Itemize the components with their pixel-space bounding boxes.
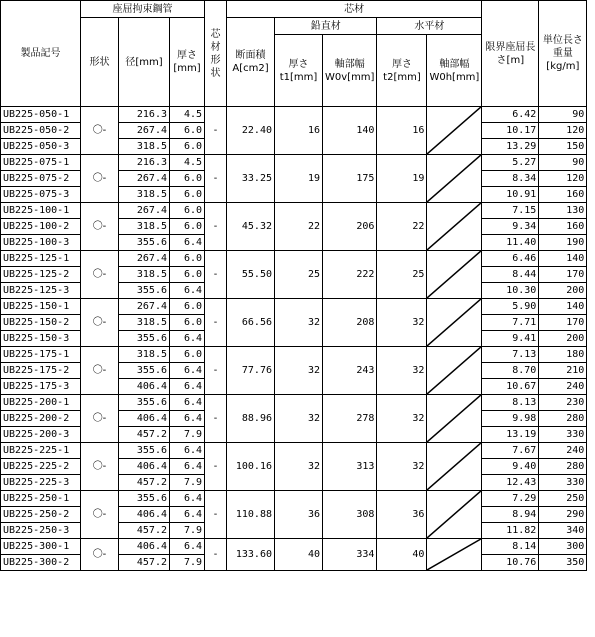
product-code-cell: UB225-300-2 <box>1 555 81 571</box>
limit-length-cell: 7.71 <box>482 315 539 331</box>
core-shape-cell: - <box>205 539 227 571</box>
pipe-thickness-cell: 6.0 <box>170 347 205 363</box>
horizontal-woh-cell <box>427 299 482 347</box>
pipe-thickness-cell: 4.5 <box>170 155 205 171</box>
product-code-cell: UB225-175-3 <box>1 379 81 395</box>
horizontal-t2-cell: 40 <box>377 539 427 571</box>
spec-table-body <box>1 107 587 571</box>
vertical-t1-cell: 19 <box>275 155 323 203</box>
pipe-thickness-cell: 6.4 <box>170 539 205 555</box>
diameter-cell: 216.3 <box>119 155 170 171</box>
diameter-cell: 355.6 <box>119 363 170 379</box>
horizontal-woh-cell <box>427 251 482 299</box>
diameter-cell: 267.4 <box>119 123 170 139</box>
diameter-cell: 457.2 <box>119 427 170 443</box>
pipe-shape-cell: 〇- <box>81 299 119 347</box>
horizontal-t2-cell: 32 <box>377 443 427 491</box>
header-horizontal: 水平材 <box>377 18 482 35</box>
area-cell: 100.16 <box>227 443 275 491</box>
header-pipe-thickness: 厚さ[mm] <box>170 18 205 107</box>
diameter-cell: 267.4 <box>119 203 170 219</box>
unit-weight-cell: 120 <box>539 123 587 139</box>
diagonal-slash-icon <box>427 395 481 442</box>
pipe-thickness-cell: 6.4 <box>170 443 205 459</box>
pipe-thickness-cell: 6.0 <box>170 267 205 283</box>
limit-length-cell: 10.76 <box>482 555 539 571</box>
limit-length-cell: 5.90 <box>482 299 539 315</box>
product-code-cell: UB225-125-3 <box>1 283 81 299</box>
vertical-wov-cell: 140 <box>323 107 377 155</box>
horizontal-woh-cell <box>427 395 482 443</box>
unit-weight-cell: 350 <box>539 555 587 571</box>
header-t2: 厚さt2[mm] <box>377 35 427 107</box>
header-product-code: 製品記号 <box>1 1 81 107</box>
unit-weight-cell: 90 <box>539 155 587 171</box>
product-code-cell: UB225-225-1 <box>1 443 81 459</box>
pipe-shape-cell: 〇- <box>81 251 119 299</box>
product-code-cell: UB225-250-2 <box>1 507 81 523</box>
limit-length-cell: 7.29 <box>482 491 539 507</box>
diagonal-slash-icon <box>427 299 481 346</box>
table-row <box>1 395 587 411</box>
diameter-cell: 406.4 <box>119 539 170 555</box>
pipe-thickness-cell: 7.9 <box>170 523 205 539</box>
unit-weight-cell: 290 <box>539 507 587 523</box>
limit-length-cell: 8.13 <box>482 395 539 411</box>
diameter-cell: 318.5 <box>119 347 170 363</box>
diameter-cell: 457.2 <box>119 555 170 571</box>
pipe-shape-cell: 〇- <box>81 491 119 539</box>
diameter-cell: 318.5 <box>119 267 170 283</box>
unit-weight-cell: 340 <box>539 523 587 539</box>
horizontal-woh-cell <box>427 347 482 395</box>
product-code-cell: UB225-200-2 <box>1 411 81 427</box>
product-code-cell: UB225-225-2 <box>1 459 81 475</box>
pipe-thickness-cell: 6.0 <box>170 219 205 235</box>
product-code-cell: UB225-050-3 <box>1 139 81 155</box>
unit-weight-cell: 240 <box>539 379 587 395</box>
product-code-cell: UB225-150-3 <box>1 331 81 347</box>
pipe-thickness-cell: 6.4 <box>170 411 205 427</box>
unit-weight-cell: 190 <box>539 235 587 251</box>
product-code-cell: UB225-125-1 <box>1 251 81 267</box>
header-wov: 軸部幅W0v[mm] <box>323 35 377 107</box>
unit-weight-cell: 120 <box>539 171 587 187</box>
pipe-thickness-cell: 6.0 <box>170 251 205 267</box>
limit-length-cell: 8.44 <box>482 267 539 283</box>
unit-weight-cell: 160 <box>539 219 587 235</box>
product-code-cell: UB225-075-1 <box>1 155 81 171</box>
vertical-t1-cell: 32 <box>275 395 323 443</box>
limit-length-cell: 10.67 <box>482 379 539 395</box>
horizontal-t2-cell: 36 <box>377 491 427 539</box>
diameter-cell: 355.6 <box>119 491 170 507</box>
header-shape: 形状 <box>81 18 119 107</box>
product-code-cell: UB225-075-3 <box>1 187 81 203</box>
core-shape-cell: - <box>205 443 227 491</box>
area-cell: 33.25 <box>227 155 275 203</box>
horizontal-woh-cell <box>427 155 482 203</box>
vertical-t1-cell: 16 <box>275 107 323 155</box>
diagonal-slash-icon <box>427 155 481 202</box>
unit-weight-cell: 280 <box>539 411 587 427</box>
core-shape-cell: - <box>205 155 227 203</box>
vertical-wov-cell: 243 <box>323 347 377 395</box>
pipe-thickness-cell: 7.9 <box>170 475 205 491</box>
pipe-shape-cell: 〇- <box>81 155 119 203</box>
table-row <box>1 539 587 555</box>
limit-length-cell: 8.14 <box>482 539 539 555</box>
pipe-thickness-cell: 4.5 <box>170 107 205 123</box>
limit-length-cell: 7.15 <box>482 203 539 219</box>
area-cell: 22.40 <box>227 107 275 155</box>
horizontal-t2-cell: 16 <box>377 107 427 155</box>
limit-length-cell: 10.30 <box>482 283 539 299</box>
pipe-shape-cell: 〇- <box>81 395 119 443</box>
vertical-t1-cell: 32 <box>275 443 323 491</box>
table-row <box>1 203 587 219</box>
unit-weight-cell: 90 <box>539 107 587 123</box>
pipe-thickness-cell: 6.4 <box>170 395 205 411</box>
vertical-wov-cell: 308 <box>323 491 377 539</box>
vertical-wov-cell: 175 <box>323 155 377 203</box>
diameter-cell: 216.3 <box>119 107 170 123</box>
area-cell: 66.56 <box>227 299 275 347</box>
pipe-thickness-cell: 6.0 <box>170 187 205 203</box>
core-shape-cell: - <box>205 299 227 347</box>
vertical-wov-cell: 208 <box>323 299 377 347</box>
table-row <box>1 491 587 507</box>
product-code-cell: UB225-050-1 <box>1 107 81 123</box>
diameter-cell: 406.4 <box>119 507 170 523</box>
diameter-cell: 355.6 <box>119 235 170 251</box>
core-shape-cell: - <box>205 203 227 251</box>
product-code-cell: UB225-125-2 <box>1 267 81 283</box>
limit-length-cell: 10.91 <box>482 187 539 203</box>
diameter-cell: 406.4 <box>119 459 170 475</box>
pipe-thickness-cell: 6.4 <box>170 235 205 251</box>
unit-weight-cell: 230 <box>539 395 587 411</box>
vertical-t1-cell: 32 <box>275 347 323 395</box>
unit-weight-cell: 140 <box>539 299 587 315</box>
core-shape-cell: - <box>205 251 227 299</box>
area-cell: 110.88 <box>227 491 275 539</box>
unit-weight-cell: 330 <box>539 427 587 443</box>
header-area: 断面積A[cm2] <box>227 18 275 107</box>
horizontal-t2-cell: 32 <box>377 395 427 443</box>
vertical-t1-cell: 32 <box>275 299 323 347</box>
limit-length-cell: 8.34 <box>482 171 539 187</box>
unit-weight-cell: 200 <box>539 283 587 299</box>
pipe-thickness-cell: 6.4 <box>170 363 205 379</box>
limit-length-cell: 9.34 <box>482 219 539 235</box>
pipe-thickness-cell: 6.4 <box>170 491 205 507</box>
diameter-cell: 318.5 <box>119 315 170 331</box>
diameter-cell: 457.2 <box>119 475 170 491</box>
diameter-cell: 318.5 <box>119 187 170 203</box>
limit-length-cell: 9.41 <box>482 331 539 347</box>
diagonal-slash-icon <box>427 347 481 394</box>
vertical-t1-cell: 40 <box>275 539 323 571</box>
diagonal-slash-icon <box>427 203 481 250</box>
pipe-shape-cell: 〇- <box>81 443 119 491</box>
horizontal-woh-cell <box>427 491 482 539</box>
pipe-thickness-cell: 6.0 <box>170 171 205 187</box>
vertical-t1-cell: 22 <box>275 203 323 251</box>
product-code-cell: UB225-200-1 <box>1 395 81 411</box>
limit-length-cell: 11.82 <box>482 523 539 539</box>
table-row <box>1 347 587 363</box>
diameter-cell: 406.4 <box>119 411 170 427</box>
product-code-cell: UB225-100-1 <box>1 203 81 219</box>
pipe-shape-cell: 〇- <box>81 203 119 251</box>
unit-weight-cell: 160 <box>539 187 587 203</box>
table-row <box>1 107 587 123</box>
pipe-thickness-cell: 6.0 <box>170 299 205 315</box>
core-shape-cell: - <box>205 347 227 395</box>
unit-weight-cell: 210 <box>539 363 587 379</box>
product-code-cell: UB225-225-3 <box>1 475 81 491</box>
limit-length-cell: 8.94 <box>482 507 539 523</box>
pipe-thickness-cell: 6.4 <box>170 459 205 475</box>
limit-length-cell: 9.40 <box>482 459 539 475</box>
horizontal-t2-cell: 32 <box>377 299 427 347</box>
product-code-cell: UB225-050-2 <box>1 123 81 139</box>
header-steel-pipe: 座屈拘束鋼管 <box>81 1 205 18</box>
diameter-cell: 267.4 <box>119 299 170 315</box>
product-code-cell: UB225-175-1 <box>1 347 81 363</box>
product-code-cell: UB225-175-2 <box>1 363 81 379</box>
unit-weight-cell: 240 <box>539 443 587 459</box>
diameter-cell: 355.6 <box>119 443 170 459</box>
core-shape-cell: - <box>205 107 227 155</box>
area-cell: 77.76 <box>227 347 275 395</box>
horizontal-woh-cell <box>427 203 482 251</box>
unit-weight-cell: 130 <box>539 203 587 219</box>
pipe-thickness-cell: 6.4 <box>170 379 205 395</box>
header-woh: 軸部幅W0h[mm] <box>427 35 482 107</box>
product-code-cell: UB225-100-3 <box>1 235 81 251</box>
diagonal-slash-icon <box>427 491 481 538</box>
header-diameter: 径[mm] <box>119 18 170 107</box>
table-row <box>1 155 587 171</box>
area-cell: 45.32 <box>227 203 275 251</box>
diameter-cell: 318.5 <box>119 219 170 235</box>
horizontal-woh-cell <box>427 539 482 571</box>
header-core: 芯材 <box>227 1 482 18</box>
vertical-t1-cell: 25 <box>275 251 323 299</box>
pipe-shape-cell: 〇- <box>81 539 119 571</box>
diagonal-slash-icon <box>427 443 481 490</box>
pipe-thickness-cell: 6.0 <box>170 139 205 155</box>
product-code-cell: UB225-250-1 <box>1 491 81 507</box>
pipe-shape-cell: 〇- <box>81 347 119 395</box>
pipe-thickness-cell: 6.4 <box>170 507 205 523</box>
product-code-cell: UB225-150-1 <box>1 299 81 315</box>
unit-weight-cell: 180 <box>539 347 587 363</box>
limit-length-cell: 6.46 <box>482 251 539 267</box>
limit-length-cell: 9.98 <box>482 411 539 427</box>
unit-weight-cell: 250 <box>539 491 587 507</box>
vertical-wov-cell: 222 <box>323 251 377 299</box>
pipe-thickness-cell: 6.0 <box>170 123 205 139</box>
diameter-cell: 355.6 <box>119 283 170 299</box>
diameter-cell: 457.2 <box>119 523 170 539</box>
diagonal-slash-icon <box>427 539 481 570</box>
table-row <box>1 299 587 315</box>
diameter-cell: 267.4 <box>119 171 170 187</box>
pipe-thickness-cell: 6.4 <box>170 331 205 347</box>
vertical-wov-cell: 206 <box>323 203 377 251</box>
product-code-cell: UB225-200-3 <box>1 427 81 443</box>
diameter-cell: 318.5 <box>119 139 170 155</box>
header-limit-length: 限界座屈長さ[m] <box>482 1 539 107</box>
pipe-thickness-cell: 6.4 <box>170 283 205 299</box>
vertical-wov-cell: 334 <box>323 539 377 571</box>
diameter-cell: 267.4 <box>119 251 170 267</box>
pipe-thickness-cell: 6.0 <box>170 203 205 219</box>
header-vertical: 鉛直材 <box>275 18 377 35</box>
horizontal-t2-cell: 19 <box>377 155 427 203</box>
limit-length-cell: 5.27 <box>482 155 539 171</box>
vertical-wov-cell: 313 <box>323 443 377 491</box>
unit-weight-cell: 140 <box>539 251 587 267</box>
pipe-shape-cell: 〇- <box>81 107 119 155</box>
unit-weight-cell: 170 <box>539 315 587 331</box>
horizontal-t2-cell: 32 <box>377 347 427 395</box>
horizontal-woh-cell <box>427 443 482 491</box>
product-code-cell: UB225-100-2 <box>1 219 81 235</box>
product-code-cell: UB225-300-1 <box>1 539 81 555</box>
limit-length-cell: 10.17 <box>482 123 539 139</box>
core-shape-cell: - <box>205 395 227 443</box>
diameter-cell: 355.6 <box>119 331 170 347</box>
limit-length-cell: 13.29 <box>482 139 539 155</box>
limit-length-cell: 6.42 <box>482 107 539 123</box>
pipe-thickness-cell: 6.0 <box>170 315 205 331</box>
horizontal-t2-cell: 25 <box>377 251 427 299</box>
pipe-thickness-cell: 7.9 <box>170 427 205 443</box>
limit-length-cell: 8.70 <box>482 363 539 379</box>
unit-weight-cell: 330 <box>539 475 587 491</box>
limit-length-cell: 13.19 <box>482 427 539 443</box>
pipe-thickness-cell: 7.9 <box>170 555 205 571</box>
table-row <box>1 443 587 459</box>
table-row <box>1 251 587 267</box>
core-shape-cell: - <box>205 491 227 539</box>
unit-weight-cell: 170 <box>539 267 587 283</box>
diameter-cell: 355.6 <box>119 395 170 411</box>
limit-length-cell: 7.13 <box>482 347 539 363</box>
header-core-shape: 芯材形状 <box>205 1 227 107</box>
header-unit-weight: 単位長さ重量[kg/m] <box>539 1 587 107</box>
unit-weight-cell: 200 <box>539 331 587 347</box>
unit-weight-cell: 300 <box>539 539 587 555</box>
header-t1: 厚さt1[mm] <box>275 35 323 107</box>
diagonal-slash-icon <box>427 107 481 154</box>
product-code-cell: UB225-250-3 <box>1 523 81 539</box>
unit-weight-cell: 280 <box>539 459 587 475</box>
area-cell: 133.60 <box>227 539 275 571</box>
area-cell: 88.96 <box>227 395 275 443</box>
diameter-cell: 406.4 <box>119 379 170 395</box>
limit-length-cell: 12.43 <box>482 475 539 491</box>
unit-weight-cell: 150 <box>539 139 587 155</box>
vertical-t1-cell: 36 <box>275 491 323 539</box>
horizontal-t2-cell: 22 <box>377 203 427 251</box>
vertical-wov-cell: 278 <box>323 395 377 443</box>
limit-length-cell: 11.40 <box>482 235 539 251</box>
area-cell: 55.50 <box>227 251 275 299</box>
limit-length-cell: 7.67 <box>482 443 539 459</box>
diagonal-slash-icon <box>427 251 481 298</box>
horizontal-woh-cell <box>427 107 482 155</box>
product-code-cell: UB225-150-2 <box>1 315 81 331</box>
product-code-cell: UB225-075-2 <box>1 171 81 187</box>
